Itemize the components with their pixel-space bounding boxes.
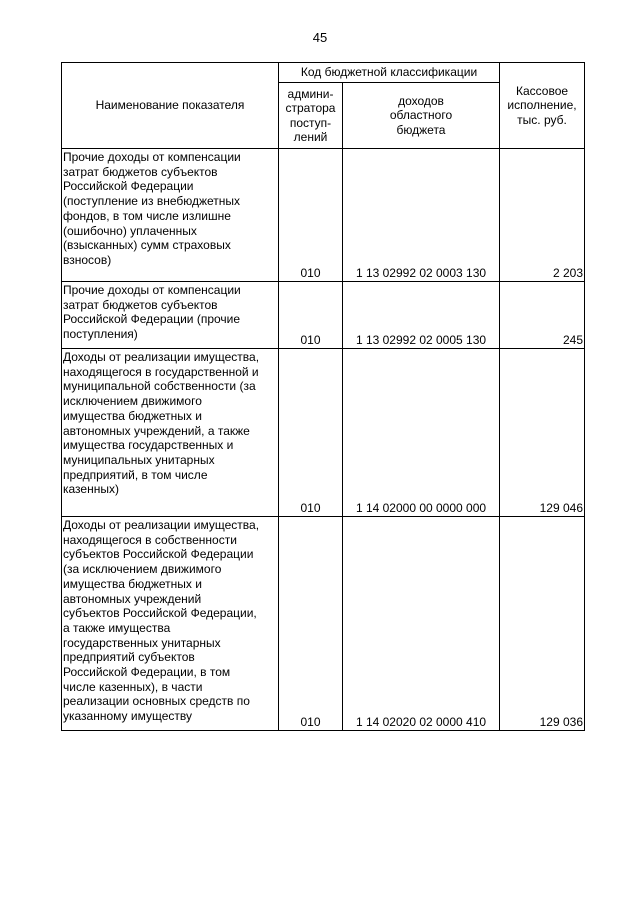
page-number: 45 bbox=[312, 30, 328, 45]
header-administrator bbox=[279, 83, 343, 149]
header-admin-line: админи- bbox=[287, 86, 334, 101]
classification-code: 1 14 02000 00 0000 000 bbox=[343, 349, 500, 517]
budget-table bbox=[61, 62, 585, 731]
header-cash-line: Кассовое bbox=[515, 83, 569, 98]
table-row bbox=[62, 282, 585, 349]
table-row bbox=[62, 149, 585, 282]
indicator-name bbox=[62, 349, 279, 517]
indicator-name bbox=[62, 282, 279, 349]
indicator-name-line: имущества бюджетных и bbox=[63, 408, 202, 423]
header-income-line: областного bbox=[389, 108, 453, 123]
classification-code: 1 14 02020 02 0000 410 bbox=[343, 517, 500, 731]
indicator-name-line: предприятий, в том числе bbox=[63, 467, 208, 482]
indicator-name-line: находящегося в государственной и bbox=[63, 364, 259, 379]
indicator-name-line: взносов) bbox=[63, 252, 112, 267]
header-admin-line: поступ- bbox=[289, 115, 332, 130]
table-row bbox=[62, 517, 585, 731]
header-cash-execution bbox=[500, 63, 585, 149]
cash-execution-value: 129 036 bbox=[500, 517, 585, 731]
indicator-name-line: фондов, в том числе излишне bbox=[63, 208, 231, 223]
administrator-code: 010 bbox=[279, 282, 343, 349]
indicator-name-line: затрат бюджетов субъектов bbox=[63, 297, 218, 312]
cash-execution-value: 129 046 bbox=[500, 349, 585, 517]
cash-execution-value: 2 203 bbox=[500, 149, 585, 282]
indicator-name-line: реализации основных средств по bbox=[63, 694, 250, 709]
indicator-name-line: государственных унитарных bbox=[63, 635, 221, 650]
indicator-name-line: автономных учреждений, а также bbox=[63, 423, 250, 438]
indicator-name-line: находящегося в собственности bbox=[63, 532, 237, 547]
administrator-code: 010 bbox=[279, 517, 343, 731]
header-indicator-name: Наименование показателя bbox=[62, 63, 279, 149]
indicator-name-line: Российской Федерации (прочие bbox=[63, 312, 241, 327]
indicator-name-line: автономных учреждений bbox=[63, 591, 202, 606]
indicator-name-line: Прочие доходы от компенсации bbox=[63, 283, 241, 297]
indicator-name-line: затрат бюджетов субъектов bbox=[63, 164, 218, 179]
indicator-name-line: муниципальных унитарных bbox=[63, 452, 215, 467]
header-income-line: доходов bbox=[398, 93, 444, 108]
indicator-name-line: Доходы от реализации имущества, bbox=[63, 518, 260, 532]
indicator-name-line: Доходы от реализации имущества, bbox=[63, 350, 260, 364]
indicator-name-line: Российской Федерации, в том bbox=[63, 665, 231, 680]
administrator-code: 010 bbox=[279, 349, 343, 517]
indicator-name-line: исключением движимого bbox=[63, 394, 202, 409]
indicator-name-line: субъектов Российской Федерации bbox=[63, 547, 254, 562]
indicator-name-line: субъектов Российской Федерации, bbox=[63, 606, 257, 621]
cash-execution-value: 245 bbox=[500, 282, 585, 349]
indicator-name bbox=[62, 517, 279, 731]
header-admin-line: стратора bbox=[285, 101, 336, 115]
header-regional-income bbox=[343, 83, 500, 149]
classification-code: 1 13 02992 02 0005 130 bbox=[343, 282, 500, 349]
indicator-name-line: поступления) bbox=[63, 327, 138, 342]
header-admin-line: лений bbox=[293, 130, 328, 144]
header-cash-line: тыс. руб. bbox=[517, 112, 567, 127]
indicator-name-line: имущества государственных и bbox=[63, 438, 234, 453]
header-income-line: бюджета bbox=[396, 122, 446, 137]
indicator-name-line: (ошибочно) уплаченных bbox=[63, 223, 197, 238]
header-classification-code: Код бюджетной классификации bbox=[279, 63, 500, 83]
indicator-name-line: Российской Федерации bbox=[63, 179, 194, 194]
indicator-name-line: имущества бюджетных и bbox=[63, 576, 202, 591]
table-row bbox=[62, 349, 585, 517]
administrator-code: 010 bbox=[279, 149, 343, 282]
header-row-1 bbox=[62, 63, 585, 83]
indicator-name-line: (взысканных) сумм страховых bbox=[63, 238, 231, 253]
indicator-name-line: а также имущества bbox=[63, 620, 171, 635]
indicator-name-line: (за исключением движимого bbox=[63, 562, 222, 577]
classification-code: 1 13 02992 02 0003 130 bbox=[343, 149, 500, 282]
header-cash-line: исполнение, bbox=[507, 98, 577, 113]
indicator-name-line: предприятий субъектов bbox=[63, 650, 195, 665]
indicator-name-line: Прочие доходы от компенсации bbox=[63, 150, 241, 164]
indicator-name-line: (поступление из внебюджетных bbox=[63, 194, 241, 209]
indicator-name-line: муниципальной собственности (за bbox=[63, 379, 256, 394]
indicator-name bbox=[62, 149, 279, 282]
indicator-name-line: казенных) bbox=[63, 482, 119, 497]
indicator-name-line: числе казенных), в части bbox=[63, 679, 203, 694]
indicator-name-line: указанному имуществу bbox=[63, 709, 192, 724]
